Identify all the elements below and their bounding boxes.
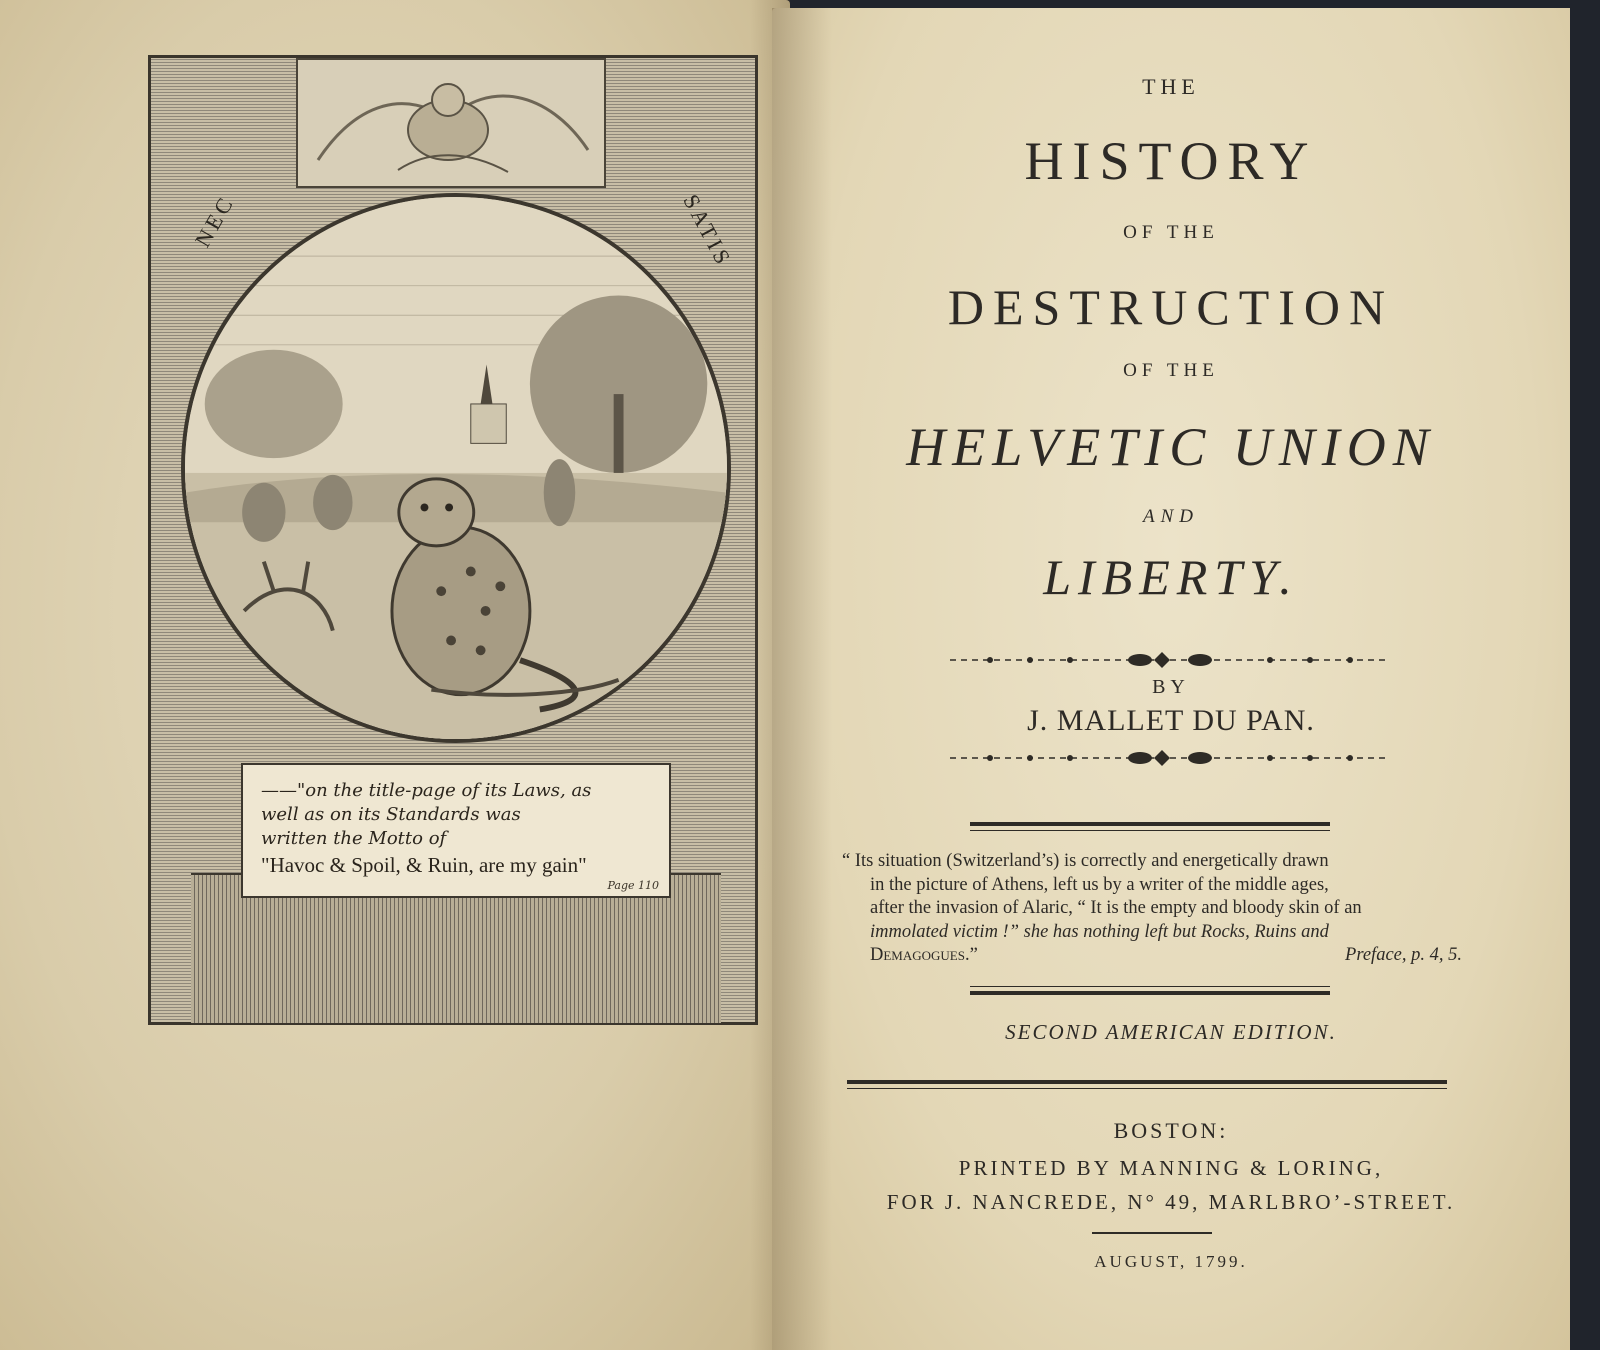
leopard-scene-illustration — [185, 197, 727, 739]
engraving-medallion — [181, 193, 731, 743]
thick-rule — [847, 1080, 1447, 1084]
imprint-place: BOSTON: — [1113, 1118, 1229, 1143]
title-destruction: DESTRUCTION — [947, 279, 1395, 335]
title-and: AND — [1143, 506, 1199, 527]
thick-rule — [970, 822, 1330, 826]
ornament-divider-icon — [950, 648, 1390, 672]
title-of-the-2: OF THE — [1123, 360, 1219, 381]
epigraph-line: “ Its situation (Switzerland’s) is correctly and energetically drawn — [842, 851, 1329, 871]
frontispiece-page — [0, 0, 790, 1350]
epigraph-line: immolated victim !” she has nothing left but Rocks, Ruins and — [870, 921, 1329, 942]
engraving-plate — [148, 55, 758, 1025]
imprint-date: AUGUST, 1799. — [1094, 1252, 1248, 1271]
ornament-divider-icon — [950, 746, 1390, 770]
caption-line-2: well as on its Standards was — [261, 804, 521, 825]
title-page — [772, 8, 1570, 1350]
title-liberty: LIBERTY. — [1043, 549, 1299, 605]
caption-page-ref: Page 110 — [607, 879, 659, 892]
engraving-cherub-panel — [296, 58, 606, 188]
title-of-the-1: OF THE — [1123, 222, 1219, 243]
epigraph-line: in the picture of Athens, left us by a writer of the middle ages, — [870, 874, 1329, 895]
epigraph-line: after the invasion of Alaric, “ It is the empty and bloody skin of an — [870, 898, 1362, 918]
engraving-caption — [241, 763, 671, 898]
thin-rule — [847, 1088, 1447, 1089]
cherub-icon — [298, 60, 604, 186]
title-helvetic-union: HELVETIC UNION — [906, 417, 1436, 477]
epigraph — [842, 850, 1462, 968]
thick-rule — [970, 991, 1330, 995]
motto-left: NEC — [189, 190, 240, 252]
thin-rule — [970, 986, 1330, 987]
imprint-publisher: FOR J. NANCREDE, N° 49, MARLBRO’-STREET. — [886, 1190, 1456, 1214]
thin-rule — [970, 830, 1330, 831]
caption-line-1: ——"on the title-page of its Laws, as — [261, 780, 592, 801]
short-rule — [1092, 1232, 1212, 1234]
epigraph-reference: Preface, p. 4, 5. — [1345, 945, 1462, 965]
title-by: BY — [1152, 676, 1190, 698]
caption-line-3: written the Motto of — [261, 828, 447, 849]
edition-statement: SECOND AMERICAN EDITION. — [1005, 1020, 1337, 1044]
motto-right: SATIS — [678, 190, 738, 272]
epigraph-line: Demagogues.” — [870, 945, 978, 965]
title-the: THE — [1142, 74, 1200, 99]
epigraph-last-line — [842, 944, 1462, 968]
author-name: J. MALLET DU PAN. — [1027, 704, 1315, 737]
title-history: HISTORY — [1024, 131, 1318, 191]
imprint-printer: PRINTED BY MANNING & LORING, — [958, 1156, 1384, 1180]
caption-motto: "Havoc & Spoil, & Ruin, are my gain" — [261, 853, 587, 877]
